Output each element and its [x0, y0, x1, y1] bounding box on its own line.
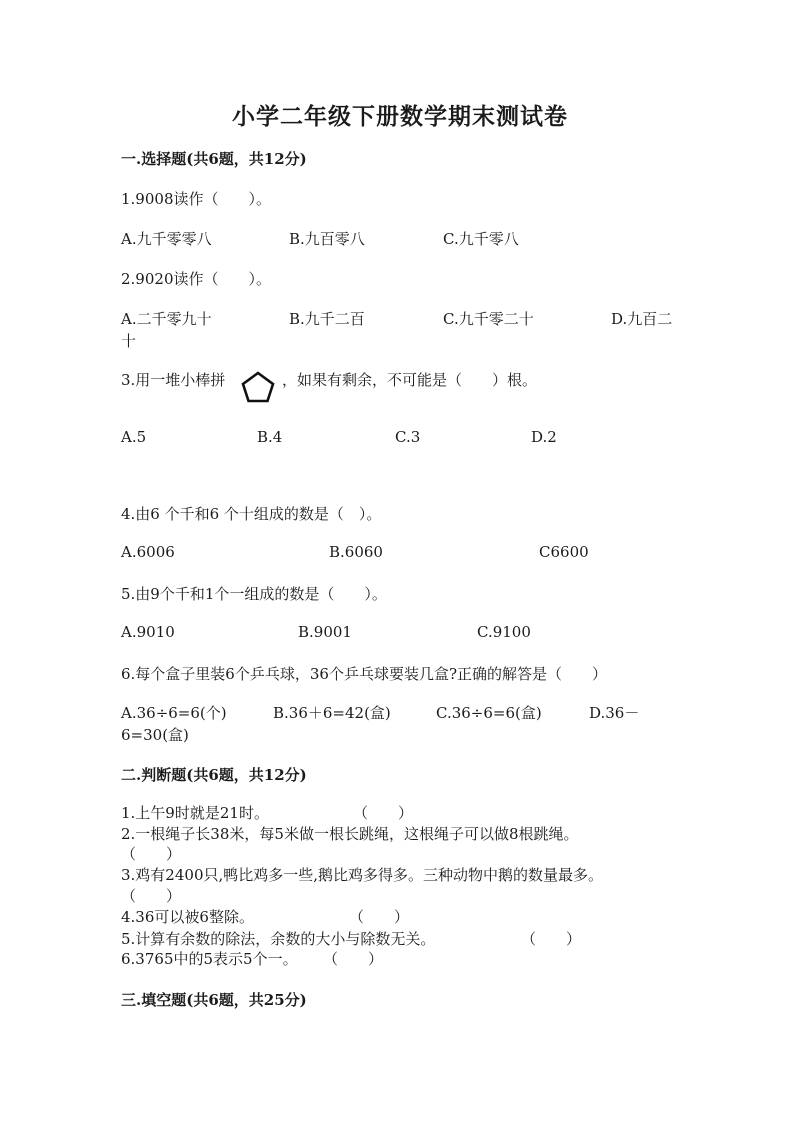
question-5-option-c: C.9100	[477, 623, 531, 641]
question-1-stem: 1.9008读作（ ）。	[121, 190, 271, 208]
judge-1-text: 1.上午9时就是21时。	[121, 804, 269, 822]
judge-6-paren: （ ）	[323, 950, 384, 968]
question-6-option-b: B.36＋6=42(盒)	[273, 704, 391, 722]
question-3-option-b: B.4	[257, 428, 283, 446]
judge-4-paren: （ ）	[349, 908, 410, 926]
question-2-option-b: B.九千二百	[289, 310, 365, 328]
section-heading-judge: 二.判断题(共6题，共12分)	[121, 766, 307, 784]
judge-3-paren: （ ）	[121, 887, 182, 905]
judge-2-text: 2.一根绳子长38米，每5米做一根长跳绳，这根绳子可以做8根跳绳。	[121, 825, 579, 843]
judge-3-text: 3.鸡有2400只,鸭比鸡多一些,鹅比鸡多得多。三种动物中鹅的数量最多。	[121, 866, 604, 884]
question-6-option-d-wrap: 6=30(盒)	[121, 726, 189, 744]
judge-1-paren: （ ）	[353, 804, 414, 822]
question-1-option-a: A.九千零零八	[121, 230, 212, 248]
question-2-option-c: C.九千零二十	[443, 310, 534, 328]
question-3-stem-after: ，如果有剩余，不可能是（ ）根。	[282, 371, 538, 389]
question-1-option-b: B.九百零八	[289, 230, 365, 248]
judge-2-paren: （ ）	[121, 845, 182, 863]
question-4-option-b: B.6060	[329, 543, 383, 561]
pentagon-icon	[240, 370, 276, 404]
question-3-option-c: C.3	[395, 428, 421, 446]
judge-4-text: 4.36可以被6整除。	[121, 908, 254, 926]
question-6-option-c: C.36÷6=6(盒)	[436, 704, 542, 722]
question-5-option-a: A.9010	[121, 623, 175, 641]
question-4-option-c: C6600	[539, 543, 589, 561]
question-1-option-c: C.九千零八	[443, 230, 519, 248]
question-6-option-a: A.36÷6=6(个)	[121, 704, 227, 722]
question-4-stem: 4.由6 个千和6 个十组成的数是（ ）。	[121, 505, 382, 523]
question-4-option-a: A.6006	[121, 543, 175, 561]
question-2-option-d: D.九百二	[611, 310, 673, 328]
judge-6-text: 6.3765中的5表示5个一。	[121, 950, 298, 968]
question-3-stem-before: 3.用一堆小棒拼	[121, 371, 226, 389]
question-5-option-b: B.9001	[298, 623, 352, 641]
question-5-stem: 5.由9个千和1个一组成的数是（ ）。	[121, 585, 387, 603]
section-heading-fill: 三.填空题(共6题，共25分)	[121, 991, 307, 1009]
question-3-option-a: A.5	[121, 428, 147, 446]
judge-5-text: 5.计算有余数的除法，余数的大小与除数无关。	[121, 930, 436, 948]
question-2-stem: 2.9020读作（ ）。	[121, 270, 271, 288]
question-6-option-d: D.36－	[589, 704, 640, 722]
question-2-option-a: A.二千零九十	[121, 310, 212, 328]
question-6-stem: 6.每个盒子里装6个乒乓球，36个乒乓球要装几盒?正确的解答是（ ）	[121, 665, 607, 683]
question-2-option-d-wrap: 十	[121, 332, 137, 350]
judge-5-paren: （ ）	[521, 930, 582, 948]
section-heading-choice: 一.选择题(共6题，共12分)	[121, 150, 307, 168]
question-3-option-d: D.2	[531, 428, 557, 446]
page-title: 小学二年级下册数学期末测试卷	[232, 103, 568, 130]
